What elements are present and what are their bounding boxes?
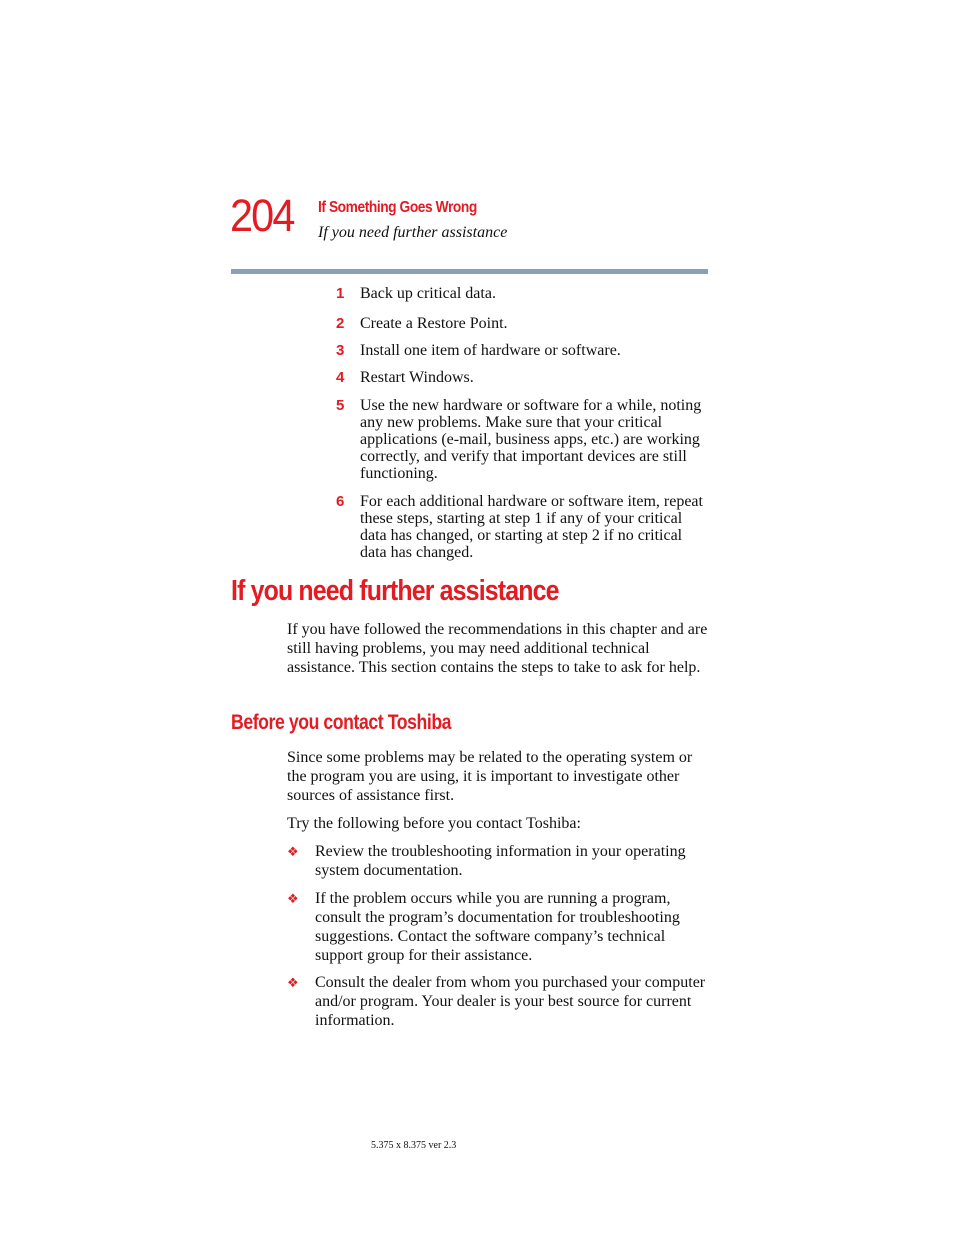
diamond-bullet-icon: ❖ [287,976,299,991]
step-text: Restart Windows. [360,369,474,386]
header-rule [231,269,708,274]
step-number: 2 [336,315,345,332]
diamond-bullet-icon: ❖ [287,892,299,907]
step-text: Install one item of hardware or software. [360,342,621,359]
subsection-lead-in: Try the following before you contact Toshiba: [287,815,581,832]
step-text: For each additional hardware or software item, repeat these steps, starting at step 1 if any of your critical data has changed, or starting at step 2 if no critical data has changed. [360,493,703,561]
step-text: Create a Restore Point. [360,315,508,332]
page-footer: 5.375 x 8.375 ver 2.3 [371,1140,457,1151]
section-intro: If you have followed the recommendations in this chapter and are still having problems, you may need additional technical assistance. This section contains the steps to take to ask for help. [287,621,708,676]
diamond-bullet-icon: ❖ [287,845,299,860]
step-number: 1 [336,285,345,302]
step-number: 6 [336,493,345,510]
chapter-title: If Something Goes Wrong [318,199,477,216]
bullet-text: Review the troubleshooting information in your operating system documentation. [315,843,686,879]
step-text: Back up critical data. [360,285,496,302]
bullet-text: If the problem occurs while you are running a program, consult the program’s documentation for troubleshooting suggestions. Contact the software company’s technical support group for their assistance. [315,890,680,964]
step-number: 5 [336,397,345,414]
page-number: 204 [230,190,294,241]
bullet-text: Consult the dealer from whom you purchased your computer and/or program. Your dealer is your best source for current information. [315,974,706,1029]
step-text: Use the new hardware or software for a while, noting any new problems. Make sure that your critical applications (e-mail, business apps, etc.) are working correctly, and verify that important devices are still functioning. [360,397,702,482]
subsection-heading: Before you contact Toshiba [231,711,452,734]
subsection-paragraph: Since some problems may be related to the operating system or the program you are using, it is important to investigate other sources of assistance first. [287,749,693,804]
step-number: 4 [336,369,345,386]
section-heading: If you need further assistance [231,575,559,607]
step-number: 3 [336,342,345,359]
section-subtitle: If you need further assistance [318,224,508,241]
